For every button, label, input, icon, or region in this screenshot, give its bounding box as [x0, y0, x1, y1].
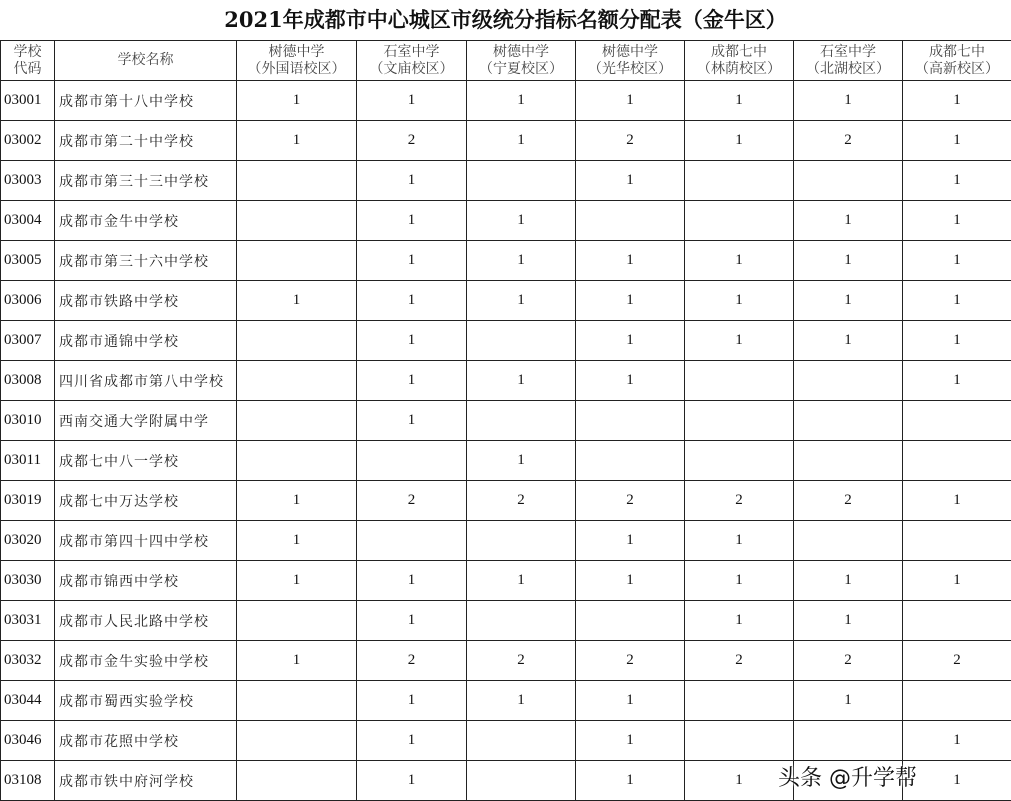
quota-cell: 2 — [794, 641, 903, 681]
header-code-line2: 代码 — [13, 60, 42, 77]
quota-cell — [237, 201, 357, 241]
quota-cell: 1 — [467, 361, 576, 401]
quota-cell — [903, 681, 1011, 721]
quota-cell — [794, 521, 903, 561]
quota-cell: 1 — [903, 721, 1011, 761]
quota-cell: 1 — [794, 81, 903, 121]
school-code: 03010 — [1, 401, 55, 441]
quota-cell — [237, 161, 357, 201]
quota-cell: 1 — [794, 601, 903, 641]
quota-cell: 1 — [576, 241, 685, 281]
quota-cell — [794, 721, 903, 761]
quota-cell — [794, 441, 903, 481]
quota-cell: 1 — [357, 241, 467, 281]
school-name: 成都七中八一学校 — [55, 441, 237, 481]
quota-cell: 1 — [237, 281, 357, 321]
quota-cell: 1 — [357, 681, 467, 721]
quota-cell: 1 — [903, 161, 1011, 201]
quota-cell: 1 — [357, 761, 467, 801]
header-code-line1: 学校 — [13, 43, 42, 60]
quota-cell: 1 — [357, 721, 467, 761]
quota-cell — [685, 721, 794, 761]
school-code: 03001 — [1, 81, 55, 121]
quota-cell: 2 — [794, 481, 903, 521]
quota-cell — [576, 201, 685, 241]
school-name: 成都市花照中学校 — [55, 721, 237, 761]
school-code: 03031 — [1, 601, 55, 641]
school-code: 03044 — [1, 681, 55, 721]
school-code: 03007 — [1, 321, 55, 361]
school-name: 成都市第二十中学校 — [55, 121, 237, 161]
header-column — [903, 41, 1011, 81]
quota-cell: 1 — [685, 521, 794, 561]
school-name: 成都市第三十三中学校 — [55, 161, 237, 201]
quota-cell — [794, 361, 903, 401]
quota-cell: 1 — [576, 361, 685, 401]
quota-cell: 1 — [794, 321, 903, 361]
quota-cell: 1 — [467, 81, 576, 121]
quota-cell — [685, 161, 794, 201]
quota-cell: 1 — [794, 241, 903, 281]
header-column — [794, 41, 903, 81]
quota-cell: 2 — [467, 481, 576, 521]
school-name: 成都市通锦中学校 — [55, 321, 237, 361]
quota-cell: 1 — [576, 681, 685, 721]
quota-cell — [467, 721, 576, 761]
header-row — [1, 41, 1011, 81]
quota-cell: 1 — [903, 481, 1011, 521]
header-campus: （北湖校区） — [806, 60, 890, 77]
quota-cell — [237, 761, 357, 801]
quota-cell — [237, 241, 357, 281]
header-school: 树德中学 — [493, 43, 549, 60]
quota-cell — [467, 761, 576, 801]
quota-cell: 1 — [237, 81, 357, 121]
quota-cell: 1 — [357, 401, 467, 441]
school-code: 03108 — [1, 761, 55, 801]
header-column — [357, 41, 467, 81]
quota-cell: 1 — [685, 281, 794, 321]
quota-cell: 1 — [357, 81, 467, 121]
header-school: 树德中学 — [602, 43, 658, 60]
quota-cell — [467, 161, 576, 201]
school-name: 成都市锦西中学校 — [55, 561, 237, 601]
school-code: 03020 — [1, 521, 55, 561]
header-code — [1, 41, 55, 81]
school-code: 03003 — [1, 161, 55, 201]
quota-cell: 1 — [237, 121, 357, 161]
school-code: 03032 — [1, 641, 55, 681]
header-campus: （光华校区） — [588, 60, 672, 77]
quota-cell — [685, 401, 794, 441]
quota-table — [0, 40, 1011, 801]
table-row — [1, 641, 1011, 681]
school-name: 成都市人民北路中学校 — [55, 601, 237, 641]
quota-cell — [467, 321, 576, 361]
table-row — [1, 81, 1011, 121]
school-code: 03019 — [1, 481, 55, 521]
school-code: 03008 — [1, 361, 55, 401]
table-row — [1, 601, 1011, 641]
quota-cell: 2 — [467, 641, 576, 681]
table-row — [1, 401, 1011, 441]
quota-cell: 2 — [685, 481, 794, 521]
quota-cell — [237, 721, 357, 761]
quota-cell: 1 — [903, 561, 1011, 601]
quota-cell — [467, 521, 576, 561]
quota-cell: 1 — [357, 201, 467, 241]
quota-cell: 1 — [685, 121, 794, 161]
school-code: 03030 — [1, 561, 55, 601]
quota-cell: 1 — [576, 561, 685, 601]
quota-cell: 2 — [903, 641, 1011, 681]
quota-cell: 1 — [903, 321, 1011, 361]
quota-cell: 1 — [685, 761, 794, 801]
table-row — [1, 201, 1011, 241]
quota-cell — [467, 401, 576, 441]
table-row — [1, 481, 1011, 521]
quota-cell: 1 — [467, 681, 576, 721]
quota-cell: 2 — [576, 641, 685, 681]
table-row — [1, 161, 1011, 201]
quota-cell: 1 — [794, 281, 903, 321]
quota-cell — [685, 441, 794, 481]
watermark: 头条 @升学帮 — [778, 766, 917, 791]
header-school: 成都七中 — [711, 43, 767, 60]
table-body — [1, 81, 1011, 801]
quota-cell: 2 — [794, 121, 903, 161]
table-row — [1, 321, 1011, 361]
quota-cell: 1 — [903, 281, 1011, 321]
school-code: 03006 — [1, 281, 55, 321]
quota-cell: 2 — [357, 641, 467, 681]
header-name: 学校名称 — [55, 41, 237, 81]
quota-cell — [903, 441, 1011, 481]
quota-cell — [237, 321, 357, 361]
header-column — [685, 41, 794, 81]
quota-cell: 1 — [237, 561, 357, 601]
quota-cell: 1 — [794, 681, 903, 721]
quota-cell: 1 — [794, 561, 903, 601]
header-column — [467, 41, 576, 81]
header-school: 成都七中 — [929, 43, 985, 60]
quota-cell — [685, 681, 794, 721]
quota-cell: 1 — [467, 281, 576, 321]
school-name: 成都市金牛中学校 — [55, 201, 237, 241]
quota-cell: 2 — [576, 121, 685, 161]
table-row — [1, 441, 1011, 481]
header-campus: （文庙校区） — [369, 60, 454, 77]
table-row — [1, 681, 1011, 721]
school-code: 03011 — [1, 441, 55, 481]
quota-cell: 1 — [903, 201, 1011, 241]
quota-cell — [237, 601, 357, 641]
quota-cell — [576, 401, 685, 441]
table-row — [1, 281, 1011, 321]
quota-cell: 1 — [903, 361, 1011, 401]
table-row — [1, 241, 1011, 281]
school-name: 成都市第四十四中学校 — [55, 521, 237, 561]
quota-cell: 1 — [357, 601, 467, 641]
quota-cell — [576, 601, 685, 641]
quota-cell: 1 — [576, 281, 685, 321]
quota-cell: 1 — [357, 281, 467, 321]
quota-cell: 1 — [237, 481, 357, 521]
table-row — [1, 721, 1011, 761]
header-campus: （林荫校区） — [697, 60, 781, 77]
quota-cell: 1 — [467, 561, 576, 601]
quota-cell: 2 — [576, 481, 685, 521]
quota-cell — [903, 601, 1011, 641]
school-name: 成都市蜀西实验学校 — [55, 681, 237, 721]
quota-cell: 1 — [576, 521, 685, 561]
school-name: 成都市第十八中学校 — [55, 81, 237, 121]
quota-cell: 1 — [357, 161, 467, 201]
school-code: 03004 — [1, 201, 55, 241]
header-column — [576, 41, 685, 81]
quota-cell: 1 — [903, 761, 1011, 801]
school-name: 成都市第三十六中学校 — [55, 241, 237, 281]
quota-cell: 1 — [685, 561, 794, 601]
school-name: 西南交通大学附属中学 — [55, 401, 237, 441]
quota-cell: 1 — [685, 321, 794, 361]
quota-cell: 1 — [903, 121, 1011, 161]
quota-cell — [357, 521, 467, 561]
header-school: 石室中学 — [383, 43, 440, 60]
quota-cell — [576, 441, 685, 481]
quota-cell: 1 — [467, 441, 576, 481]
quota-cell: 1 — [576, 721, 685, 761]
quota-cell: 1 — [357, 561, 467, 601]
quota-cell: 1 — [357, 361, 467, 401]
quota-cell — [903, 401, 1011, 441]
quota-cell — [237, 441, 357, 481]
school-code: 03002 — [1, 121, 55, 161]
school-name: 成都市铁中府河学校 — [55, 761, 237, 801]
quota-cell: 1 — [685, 81, 794, 121]
school-code: 03046 — [1, 721, 55, 761]
quota-cell — [685, 201, 794, 241]
quota-cell: 2 — [357, 121, 467, 161]
school-name: 成都市铁路中学校 — [55, 281, 237, 321]
header-campus: （宁夏校区） — [479, 60, 563, 77]
header-school: 树德中学 — [268, 43, 325, 60]
quota-cell: 1 — [576, 321, 685, 361]
quota-cell — [685, 361, 794, 401]
school-name: 成都市金牛实验中学校 — [55, 641, 237, 681]
quota-cell — [467, 601, 576, 641]
quota-cell: 2 — [685, 641, 794, 681]
header-school: 石室中学 — [820, 43, 876, 60]
school-name: 成都七中万达学校 — [55, 481, 237, 521]
quota-cell: 1 — [576, 161, 685, 201]
quota-cell: 1 — [467, 201, 576, 241]
quota-cell — [357, 441, 467, 481]
header-column — [237, 41, 357, 81]
quota-cell: 1 — [903, 241, 1011, 281]
quota-cell: 1 — [576, 761, 685, 801]
quota-cell: 1 — [357, 321, 467, 361]
table-title: 2021年成都市中心城区市级统分指标名额分配表（金牛区） — [0, 0, 1011, 41]
table-row — [1, 561, 1011, 601]
quota-cell: 1 — [794, 201, 903, 241]
school-name: 四川省成都市第八中学校 — [55, 361, 237, 401]
quota-cell — [237, 401, 357, 441]
header-campus: （高新校区） — [915, 60, 999, 77]
table-row — [1, 121, 1011, 161]
quota-cell: 1 — [237, 521, 357, 561]
quota-cell: 1 — [467, 121, 576, 161]
quota-cell — [794, 401, 903, 441]
quota-cell: 1 — [467, 241, 576, 281]
quota-cell: 1 — [685, 241, 794, 281]
quota-cell: 1 — [576, 81, 685, 121]
quota-cell: 1 — [903, 81, 1011, 121]
quota-cell: 1 — [237, 641, 357, 681]
table-row — [1, 521, 1011, 561]
school-code: 03005 — [1, 241, 55, 281]
table-row — [1, 361, 1011, 401]
header-campus: （外国语校区） — [247, 60, 346, 77]
quota-cell: 1 — [685, 601, 794, 641]
quota-cell — [237, 681, 357, 721]
quota-cell — [903, 521, 1011, 561]
quota-cell — [237, 361, 357, 401]
quota-cell — [794, 161, 903, 201]
quota-cell: 2 — [357, 481, 467, 521]
